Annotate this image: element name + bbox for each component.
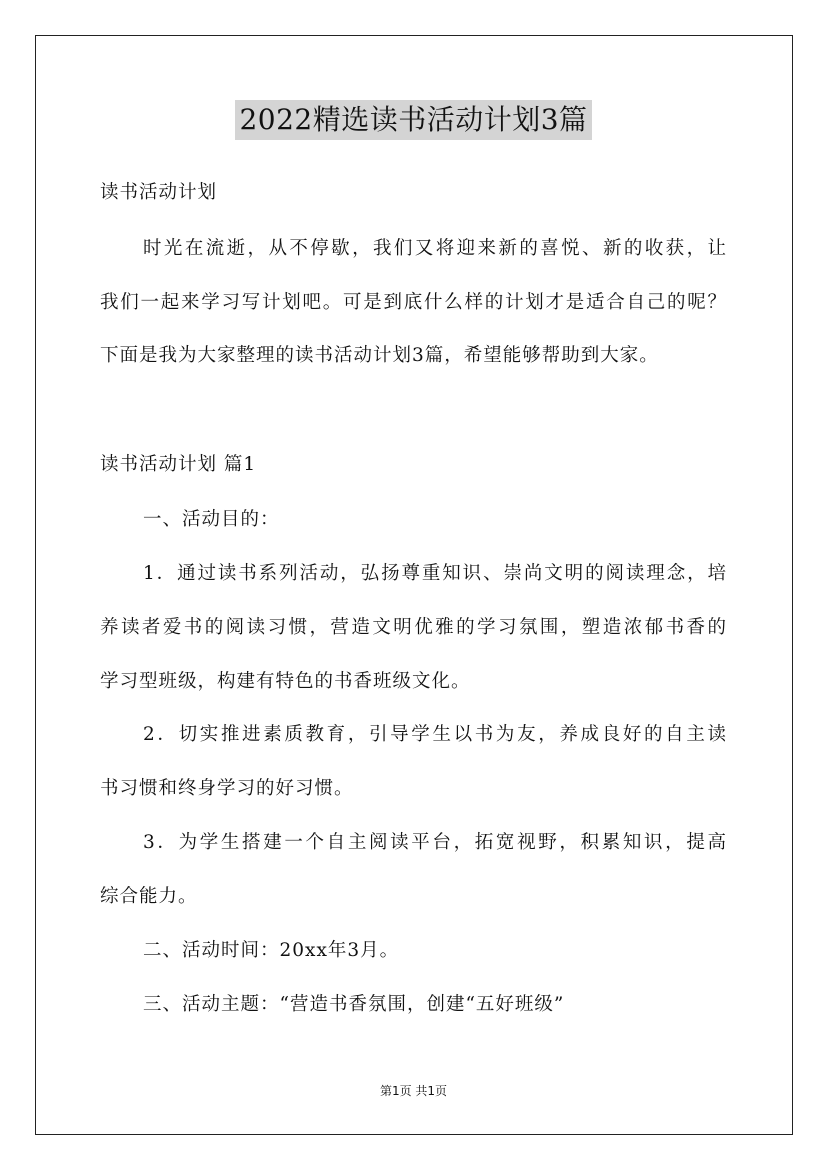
document-title[interactable]: 2022精选读书活动计划3篇 <box>235 100 591 140</box>
item2-line-2: 书习惯和终身学习的好习惯。 <box>100 778 354 799</box>
item2-line-1: 2．切实推进素质教育，引导学生以书为友，养成良好的自主读 <box>143 724 727 745</box>
title-container <box>0 100 827 140</box>
item3-line-1: 3．为学生搭建一个自主阅读平台，拓宽视野，积累知识，提高 <box>143 832 727 853</box>
time-line: 二、活动时间：20xx年3月。 <box>143 940 400 961</box>
main-heading: 读书活动计划 <box>100 182 218 203</box>
intro-line-3: 下面是我为大家整理的读书活动计划3篇，希望能够帮助到大家。 <box>100 345 659 366</box>
purpose-heading: 一、活动目的： <box>143 509 280 530</box>
intro-line-1: 时光在流逝，从不停歇，我们又将迎来新的喜悦、新的收获，让 <box>143 238 727 259</box>
page-footer: 第1页 共1页 <box>379 1084 448 1098</box>
item1-line-2: 养读者爱书的阅读习惯，营造文明优雅的学习氛围，塑造浓郁书香的 <box>100 617 727 638</box>
item3-line-2: 综合能力。 <box>100 886 198 907</box>
theme-line: 三、活动主题：“营造书香氛围，创建“五好班级” <box>143 994 565 1015</box>
intro-line-2: 我们一起来学习写计划吧。可是到底什么样的计划才是适合自己的呢？ <box>100 292 727 313</box>
item1-line-3: 学习型班级，构建有特色的书香班级文化。 <box>100 671 471 692</box>
section1-heading: 读书活动计划 篇1 <box>100 454 257 475</box>
item1-line-1: 1．通过读书系列活动，弘扬尊重知识、崇尚文明的阅读理念，培 <box>143 563 727 584</box>
